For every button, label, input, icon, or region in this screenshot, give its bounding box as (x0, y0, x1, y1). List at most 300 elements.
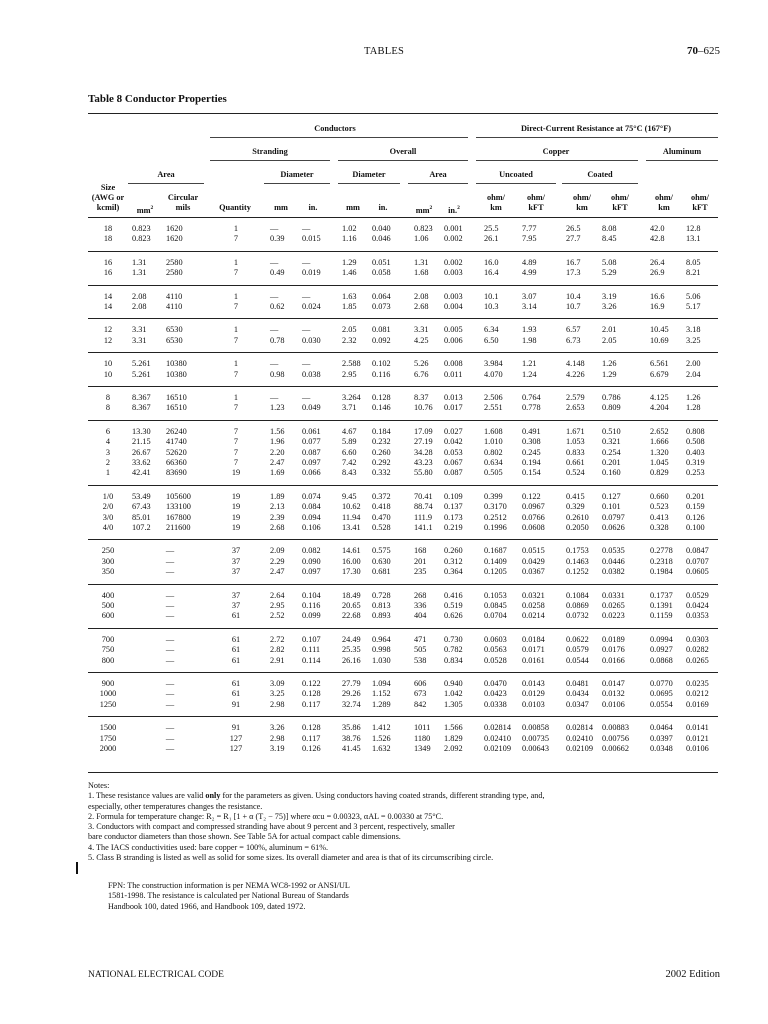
group-rule (88, 628, 718, 629)
table-cell: 16510 (166, 403, 187, 413)
table-cell: 2.551 (484, 403, 503, 413)
table-cell: 3.07 (522, 291, 537, 301)
table-cell: 10.3 (484, 302, 499, 311)
table-cell: 2.82 (270, 645, 285, 655)
header-r2-top: ohm/ (527, 193, 545, 202)
rule (562, 183, 638, 184)
table-cell: 3.31 (414, 325, 429, 335)
header-r6-top: ohm/ (691, 193, 709, 202)
table-cell: 1.31 (414, 257, 429, 267)
table-cell: 400 (101, 590, 115, 600)
group-rule (88, 485, 718, 486)
header-mm2-sup: 2 (150, 205, 154, 211)
table-cell: 0.0535 (602, 546, 625, 556)
table-cell: 2/0 (102, 502, 114, 512)
table-cell: 0.661 (566, 458, 585, 467)
table-cell: 0.017 (444, 403, 463, 413)
table-cell: 0.62 (270, 302, 285, 311)
running-header-title: TABLES (363, 46, 405, 57)
rule (646, 160, 718, 161)
table-cell: 0.046 (372, 234, 391, 244)
header-ov-mm: mm (346, 203, 360, 212)
group-rule (88, 251, 718, 252)
table-cell: 2.68 (414, 302, 429, 311)
table-cell: 0.00643 (522, 744, 549, 753)
table-cell: 0.00883 (602, 723, 629, 733)
table-cell: 16.7 (566, 257, 581, 267)
table-cell: 16.6 (650, 291, 665, 301)
table-cell: 42.0 (650, 224, 665, 233)
table-cell: 27.79 (342, 679, 361, 688)
table-cell: 0.833 (566, 447, 585, 457)
table-cell: 43.23 (414, 458, 433, 467)
table-cell: 25.35 (342, 645, 361, 655)
table-cell: 0.001 (444, 224, 463, 233)
table-cell: — (165, 546, 175, 556)
table-cell: 2.98 (270, 733, 285, 743)
table-top-rule (88, 113, 718, 114)
table-cell: 0.100 (686, 523, 705, 532)
table-cell: 55.80 (414, 468, 433, 478)
rule (210, 137, 468, 138)
table-cell: 2000 (99, 744, 117, 753)
table-cell: 0.328 (650, 523, 669, 532)
table-cell: 0.0184 (522, 634, 545, 644)
header-ov-mm2-text: mm (415, 205, 430, 215)
table-cell: 0.126 (302, 744, 321, 753)
table-cell: 0.099 (302, 611, 321, 621)
table-cell: 0.829 (650, 468, 669, 478)
table-cell: 1 (233, 257, 239, 267)
table-cell: — (165, 601, 175, 610)
table-cell: 0.042 (444, 437, 463, 447)
table-cell: 471 (414, 634, 427, 644)
table-cell: 0.418 (372, 502, 391, 512)
table-cell: 0.823 (132, 234, 151, 244)
table-cell: 2.588 (342, 359, 361, 369)
table-cell: 0.0258 (522, 601, 545, 610)
table-cell: 0.066 (302, 468, 321, 478)
table-cell: 1.094 (372, 679, 391, 688)
table-cell: 0.1463 (566, 556, 589, 566)
table-cell: 2.08 (132, 302, 147, 311)
table-cell: 10.45 (650, 325, 669, 335)
table-cell: 0.0704 (484, 611, 507, 621)
table-cell: 0.073 (372, 302, 391, 311)
note-3: 3. Conductors with compact and compressed stranding have about 9 percent and 3 percent, respectively, smaller (88, 822, 455, 832)
table-cell: 41.45 (342, 744, 361, 753)
group-rule (88, 672, 718, 673)
table-cell: 2.08 (132, 291, 147, 301)
table-cell: 1.46 (342, 268, 357, 278)
rule (476, 137, 718, 138)
table-cell: 0.003 (444, 291, 463, 301)
table-cell: 0.159 (686, 502, 705, 512)
table-cell: 0.1205 (484, 567, 507, 577)
table-cell: 2.72 (270, 634, 285, 644)
table-cell: 8.367 (132, 403, 151, 413)
table-cell: 0.02814 (484, 723, 511, 733)
table-cell: 4110 (166, 291, 183, 301)
table-cell: — (270, 257, 279, 267)
table-cell: 3.31 (132, 335, 147, 345)
table-cell: 133100 (166, 502, 191, 512)
table-cell: 0.319 (686, 458, 705, 467)
table-cell: 404 (414, 611, 427, 621)
header-ov-mm2-sup: 2 (429, 205, 433, 211)
table-cell: 17.3 (566, 268, 581, 278)
table-cell: 0.02109 (484, 744, 511, 753)
change-bar (76, 862, 78, 874)
table-cell: 1620 (166, 224, 183, 233)
table-cell: 1250 (99, 699, 117, 709)
table-cell: 26.4 (650, 257, 665, 267)
table-cell: 0.0732 (566, 611, 589, 621)
table-cell: 538 (414, 655, 427, 665)
table-cell: 0.0147 (602, 679, 625, 688)
table-cell: 0.030 (302, 335, 321, 345)
table-cell: 1.69 (270, 468, 285, 478)
table-cell: 26.67 (132, 447, 151, 457)
table-cell: 0.126 (686, 512, 705, 522)
table-cell: 0.087 (302, 447, 321, 457)
group-rule (88, 539, 718, 540)
table-cell: 0.786 (602, 393, 621, 402)
table-cell: 14.61 (342, 546, 361, 556)
fpn-line-1: FPN: The construction information is per NEMA WC8-1992 or ANSI/UL (108, 881, 350, 890)
table-cell: 6.50 (484, 335, 499, 345)
table-cell: 0.0847 (686, 546, 709, 556)
table-cell: 0.027 (444, 426, 463, 436)
table-cell: 0.0223 (602, 611, 625, 621)
table-cell: 107.2 (132, 523, 151, 532)
table-cell: 1.632 (372, 744, 391, 753)
table-cell: 1 (233, 325, 239, 335)
table-cell: 3.09 (270, 679, 285, 688)
header-bottom-rule (88, 217, 718, 218)
note-5: 5. Class B stranding is listed as well as solid for some sizes. Its overall diameter and area is that of its circumscribing circle. (88, 853, 494, 863)
table-cell: 9.45 (342, 491, 357, 501)
table-cell: 0.2778 (650, 546, 673, 556)
table-cell: 1.608 (484, 426, 503, 436)
table-cell: 0.117 (302, 733, 321, 743)
table-cell: 0.1409 (484, 556, 507, 566)
table-cell: 1.26 (602, 359, 617, 369)
table-cell: 2.652 (650, 426, 669, 436)
table-cell: 10.69 (650, 335, 669, 345)
table-cell: 0.127 (602, 491, 621, 501)
table-cell: 85.01 (132, 512, 151, 522)
note-1-emphasis: only (205, 791, 221, 801)
rule (264, 183, 330, 184)
table-cell: — (302, 359, 311, 369)
table-cell: 0.019 (302, 268, 321, 278)
table-cell: 2.05 (342, 325, 357, 335)
table-cell: 0.232 (372, 437, 391, 447)
table-cell: 18 (103, 234, 113, 244)
table-cell: 0.0397 (650, 733, 673, 743)
table-cell: 1.98 (522, 335, 537, 345)
note-2: 2. Formula for temperature change: R₂ = R₁ [1 + α (T₂ − 75)] where αcu = 0.00323, αAL = 0.00330 at 75°C. (88, 811, 444, 821)
table-cell: 0.092 (372, 335, 391, 345)
header-r6-bot: kFT (692, 203, 708, 212)
table-cell: 1 (233, 224, 239, 233)
table-cell: 0.0424 (686, 601, 709, 610)
table-cell: 1.93 (522, 325, 537, 335)
table-cell: 0.0176 (602, 645, 625, 655)
table-cell: 1.29 (342, 257, 357, 267)
table-cell: 0.006 (444, 335, 463, 345)
table-cell: 0.0797 (602, 512, 625, 522)
rule (128, 183, 204, 184)
table-cell: 0.0515 (522, 546, 545, 556)
table-cell: 4110 (166, 302, 183, 311)
table-cell: 0.0303 (686, 634, 709, 644)
table-cell: 0.0529 (686, 590, 709, 600)
table-cell: 8.45 (602, 234, 617, 244)
table-cell: 18.49 (342, 590, 361, 600)
table-cell: 2.20 (270, 447, 285, 457)
table-cell: 6.679 (650, 369, 669, 379)
table-cell: 52620 (166, 447, 187, 457)
table-cell: 0.02410 (484, 733, 511, 743)
table-cell: 0.0338 (484, 699, 507, 709)
table-cell: 5.17 (686, 302, 701, 311)
table-cell: 0.245 (522, 447, 541, 457)
table-cell: 0.122 (302, 679, 321, 688)
table-cell: 0.097 (302, 567, 321, 577)
table-cell: 0.015 (302, 234, 321, 244)
table-cell: 42.41 (132, 468, 151, 478)
table-cell: 0.005 (444, 325, 463, 335)
table-cell: 7 (233, 369, 239, 379)
table-cell: 0.470 (372, 512, 391, 522)
table-cell: 700 (101, 634, 115, 644)
table-cell: 2.98 (270, 699, 285, 709)
table-cell: 0.104 (302, 590, 321, 600)
table-cell: 10.4 (566, 291, 581, 301)
table-cell: 0.292 (372, 458, 391, 467)
rule (338, 160, 468, 161)
table-cell: 2.09 (270, 546, 285, 556)
table-cell: 105600 (166, 491, 191, 501)
table-cell: 12 (103, 335, 113, 345)
table-cell: 0.823 (132, 224, 151, 233)
table-cell: 0.084 (302, 502, 321, 512)
table-cell: 0.117 (302, 699, 321, 709)
header-circular-2: mils (175, 203, 191, 212)
table-cell: 268 (414, 590, 427, 600)
table-cell: 0.0161 (522, 655, 545, 665)
table-cell: 0.523 (650, 502, 669, 512)
table-cell: 0.0481 (566, 679, 589, 688)
table-cell: — (302, 224, 311, 233)
table-cell: 3.14 (522, 302, 537, 311)
fpn-line-2: 1581-1998. The resistance is calculated per National Bureau of Standards (108, 891, 349, 901)
header-circular-1: Circular (167, 193, 199, 202)
table-cell: 3.19 (270, 744, 285, 753)
table-cell: 1.68 (414, 268, 429, 278)
table-cell: 2.04 (686, 369, 701, 379)
header-mm2 (130, 203, 160, 216)
table-cell: 600 (101, 611, 115, 621)
table-cell: 500 (101, 601, 115, 610)
table-cell: 0.0265 (602, 601, 625, 610)
table-cell: 1.289 (372, 699, 391, 709)
table-cell: 0.808 (686, 426, 705, 436)
table-cell: 0.0331 (602, 590, 625, 600)
table-cell: — (270, 325, 279, 335)
table-cell: 0.0214 (522, 611, 545, 621)
table-cell: — (165, 699, 175, 709)
table-cell: 1750 (99, 733, 117, 743)
group-rule (88, 386, 718, 387)
table-cell: 0.0554 (650, 699, 673, 709)
table-cell: 2.01 (602, 325, 617, 335)
table-cell: 0.107 (302, 634, 321, 644)
table-cell: 26.9 (650, 268, 665, 278)
table-cell: 2.579 (566, 393, 585, 402)
table-cell: 0.02109 (566, 744, 593, 753)
table-cell: 0.1159 (650, 611, 673, 621)
table-cell: 13.41 (342, 523, 361, 532)
header-size-2: (AWG or (91, 193, 125, 202)
table-cell: 1.829 (444, 733, 463, 743)
table-cell: 0.040 (372, 224, 391, 233)
table-cell: 0.0382 (602, 567, 625, 577)
header-r5-bot: km (658, 203, 670, 212)
table-cell: 2.092 (444, 744, 463, 753)
table-cell: 32.74 (342, 699, 361, 709)
table-cell: 7 (233, 403, 239, 413)
table-cell: — (165, 744, 175, 753)
table-cell: 0.111 (302, 645, 321, 655)
table-bottom-rule (88, 772, 718, 773)
table-cell: 16.00 (342, 556, 361, 566)
table-cell: 0.260 (372, 447, 391, 457)
table-cell: 0.312 (444, 556, 463, 566)
table-cell: 0.0212 (686, 689, 709, 699)
table-cell: 201 (414, 556, 427, 566)
header-diameter: Diameter (280, 170, 314, 179)
table-cell: 0.1984 (650, 567, 673, 577)
table-cell: 2.08 (414, 291, 429, 301)
table-cell: 0.122 (522, 491, 541, 501)
table-cell: 0.101 (602, 502, 621, 512)
table-cell: 0.109 (444, 491, 463, 501)
header-str-in: in. (308, 203, 318, 212)
table-cell: 16.4 (484, 268, 499, 278)
table-cell: 0.308 (522, 437, 541, 447)
table-cell: 0.0579 (566, 645, 589, 655)
header-r4-top: ohm/ (611, 193, 629, 202)
table-cell: 0.0626 (602, 523, 625, 532)
table-cell: — (165, 590, 175, 600)
table-cell: 111.9 (414, 512, 433, 522)
rule (476, 183, 556, 184)
table-cell: 41740 (166, 437, 187, 447)
table-cell: 10.1 (484, 291, 499, 301)
table-cell: 0.128 (302, 723, 321, 733)
table-cell: 0.0528 (484, 655, 507, 665)
rule (210, 160, 330, 161)
table-cell: 0.0423 (484, 689, 507, 699)
table-cell: 0.415 (566, 491, 585, 501)
table-cell: 0.146 (372, 403, 391, 413)
table-cell: 6530 (166, 335, 183, 345)
table-cell: 0.094 (302, 512, 321, 522)
table-cell: 0.087 (444, 468, 463, 478)
table-cell: 842 (414, 699, 427, 709)
table-cell: 61 (231, 645, 241, 655)
table-cell: 0.154 (522, 468, 541, 478)
table-cell: 1.305 (444, 699, 463, 709)
table-cell: 0.49 (270, 268, 285, 278)
table-cell: 0.00662 (602, 744, 629, 753)
table-cell: 1.28 (686, 403, 701, 413)
table-cell: 0.1737 (650, 590, 673, 600)
table-cell: 1.671 (566, 426, 585, 436)
table-cell: 0.0927 (650, 645, 673, 655)
header-area: Area (157, 170, 175, 179)
table-cell: 0.061 (302, 426, 321, 436)
table-cell: 0.008 (444, 359, 463, 369)
table-cell: 3.264 (342, 393, 361, 402)
table-cell: 3.26 (270, 723, 285, 733)
table-cell: 1.045 (650, 458, 669, 467)
header-conductors: Conductors (314, 124, 356, 133)
table-cell: 19 (231, 502, 241, 512)
table-cell: 4.89 (522, 257, 537, 267)
table-cell: — (165, 567, 175, 577)
table-cell: 12 (103, 325, 113, 335)
table-cell: 0.254 (602, 447, 621, 457)
table-cell: 0.02410 (566, 733, 593, 743)
table-cell: 235 (414, 567, 427, 577)
table-cell: 0.003 (444, 268, 463, 278)
note-3-continued: bare conductor diameters than those shown. See Table 5A for actual compact cable dimensions. (88, 832, 401, 842)
page-number (687, 45, 720, 57)
table-cell: 0.201 (686, 491, 705, 501)
table-cell: 0.0106 (602, 699, 625, 709)
header-stranding: Stranding (252, 147, 288, 156)
table-cell: 0.332 (372, 468, 391, 478)
table-cell: 0.051 (372, 257, 391, 267)
table-cell: — (165, 611, 175, 621)
group-rule (88, 352, 718, 353)
table-cell: 16.0 (484, 257, 499, 267)
table-cell: 0.329 (566, 502, 585, 512)
table-cell: 0.00735 (522, 733, 549, 743)
header-ov-mm2 (410, 203, 438, 216)
table-cell: 0.1053 (484, 590, 507, 600)
table-cell: 4 (105, 437, 111, 447)
table-cell: 0.399 (484, 491, 503, 501)
table-cell: 1 (233, 393, 239, 402)
header-r3-bot: km (576, 203, 588, 212)
table-cell: 1 (233, 291, 239, 301)
table-cell: 3.18 (686, 325, 701, 335)
table-cell: 5.89 (342, 437, 357, 447)
table-cell: 6530 (166, 325, 183, 335)
table-cell: 37 (231, 590, 241, 600)
table-cell: 1.526 (372, 733, 391, 743)
table-cell: — (270, 224, 279, 233)
table-cell: 0.090 (302, 556, 321, 566)
table-cell: 0.2610 (566, 512, 589, 522)
table-cell: 91 (231, 699, 241, 709)
table-cell: 0.102 (372, 359, 391, 369)
